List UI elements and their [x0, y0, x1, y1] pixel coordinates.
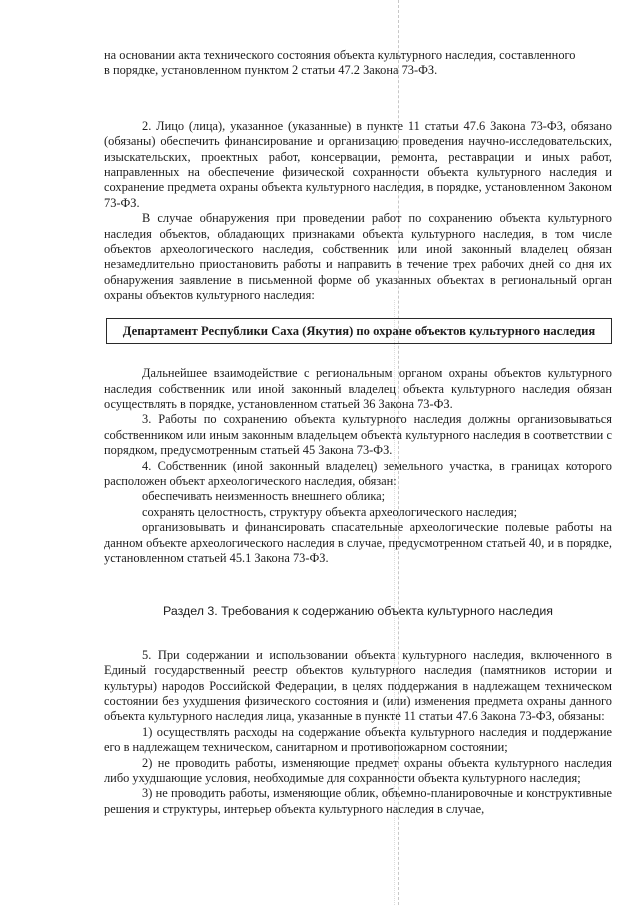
document-page: [104, 48, 612, 817]
paragraph-4: 4. Собственник (иной законный владелец) земельного участка, в границах которого расположен объект археологического наследия, обязан:: [104, 458, 612, 488]
list-item-5-3: 3) не проводить работы, изменяющие облик, объемно-планировочные и конструктивные решения и структуры, интерьер объекта культурного наследия в случае,: [104, 786, 612, 816]
list-item-5-1: 1) осуществлять расходы на содержание объекта культурного наследия и поддержание его в надлежащем техническом, санитарном и противопожарном состоянии;: [104, 724, 612, 755]
text-line-top-2: в порядке, установленном пунктом 2 статьи 47.2 Закона 73-ФЗ.: [104, 63, 438, 78]
list-item-4a: обеспечивать неизменность внешнего облика;: [142, 489, 386, 504]
section-3-heading: Раздел 3. Требования к содержанию объекта культурного наследия: [163, 604, 553, 619]
paragraph-discovery: В случае обнаружения при проведении работ по сохранению объекта культурного наследия объектов, обладающих признаками объекта культурного наследия, в том числе объектов археологического наследия, собственник или иной законный владелец обязан незамедлительно приостановить работы и направить в течение трех рабочих дней со дня их обнаружения заявление в письменной форме об указанных объектах в региональный орган охраны объектов культурного наследия:: [104, 211, 612, 303]
paragraph-5: 5. При содержании и использовании объекта культурного наследия, включенного в Единый государственный реестр объектов культурного наследия (памятников истории и культуры) народов Российской Федерации, в целях поддержания в надлежащем техническом состоянии без ухудшения физического состояния и (или) изменения предмета охраны данного объекта культурного наследия лица, указанные в пункте 11 статьи 47.6 Закона 73-ФЗ, обязаны:: [104, 647, 612, 724]
paragraph-3: 3. Работы по сохранению объекта культурного наследия должны организовываться собственником или иным законным владельцем объекта культурного наследия в соответствии с порядком, предусмотренным статьей 45 Закона 73-ФЗ.: [104, 412, 612, 458]
paragraph-interaction: Дальнейшее взаимодействие с региональным органом охраны объектов культурного наследия собственник или иной законный владелец объекта культурного наследия обязан осуществлять в порядке, установленном статьей 36 Закона 73-ФЗ.: [104, 366, 612, 411]
list-item-5-2: 2) не проводить работы, изменяющие предмет охраны объекта культурного наследия либо ухудшающие условия, необходимые для сохранности объекта культурного наследия;: [104, 755, 612, 786]
paragraph-2: 2. Лицо (лица), указанное (указанные) в пункте 11 статьи 47.6 Закона 73-ФЗ, обязано (обязаны) обеспечить финансирование и организацию проведения научно-исследовательских, изыскательских, проектных работ, консервации, ремонта, реставрации и иных работ, направленных на обеспечение физической сохранности объекта культурного наследия и сохранение предмета охраны объекта культурного наследия, в порядке, установленном Законом 73-ФЗ.: [104, 118, 612, 210]
authority-box: Департамент Республики Саха (Якутия) по охране объектов культурного наследия: [106, 318, 612, 344]
list-item-4c: организовывать и финансировать спасательные археологические полевые работы на данном объекте археологического наследия в случае, предусмотренном статьей 40, и в порядке, установленном статьей 45.1 Закона 73-ФЗ.: [104, 520, 612, 565]
text-line-top-1: на основании акта технического состояния объекта культурного наследия, составленного: [104, 48, 576, 62]
list-item-4b: сохранять целостность, структуру объекта археологического наследия;: [142, 504, 518, 519]
